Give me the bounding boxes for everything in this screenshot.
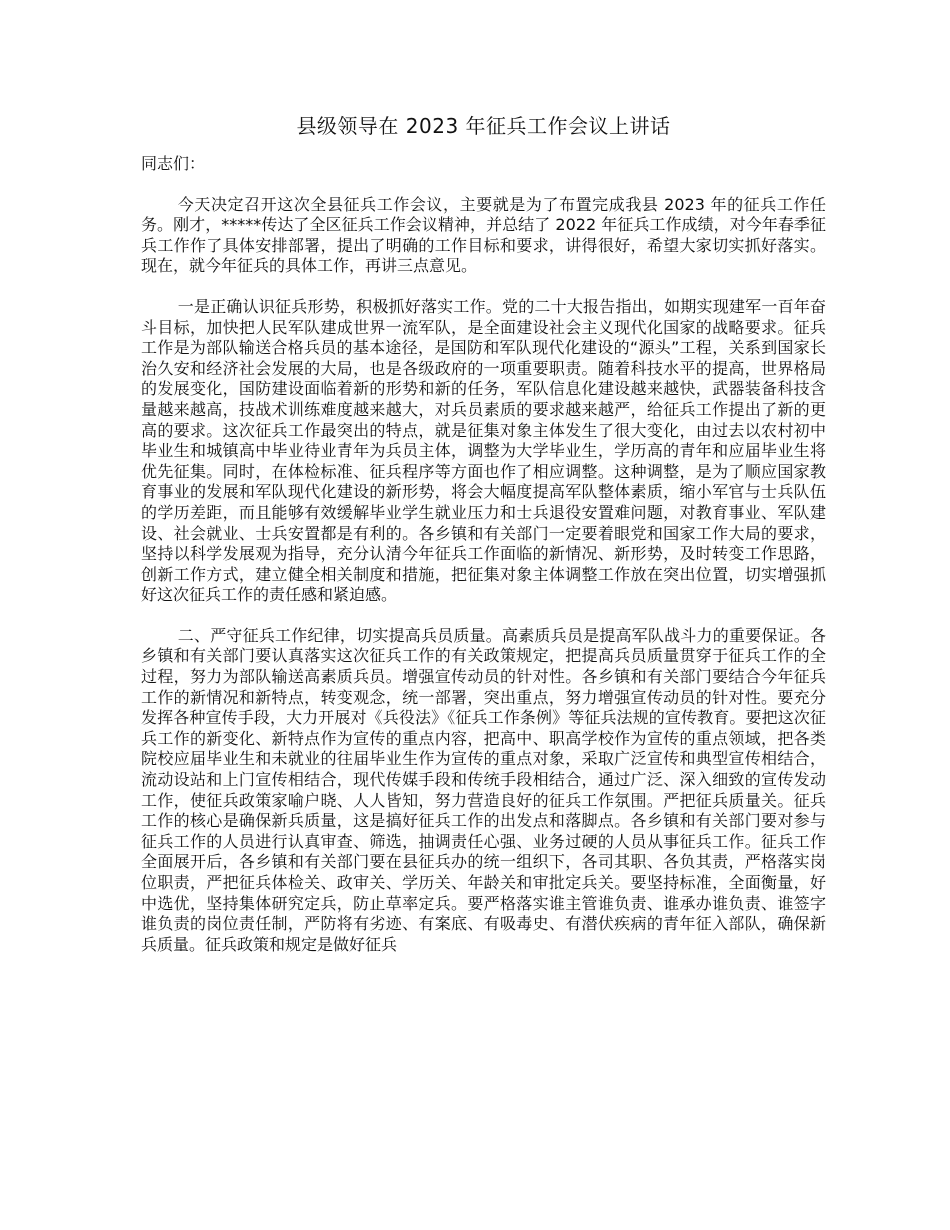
paragraph-intro: 今天决定召开这次全县征兵工作会议，主要就是为了布置完成我县 2023 年的征兵工作任务。刚才，*****传达了全区征兵工作会议精神，并总结了 2022 年征兵工作成绩，对今年春季征兵工作作了具体安排部署，提出了明确的工作目标和要求，讲得很好，希望大家切实抓好落实。现在，就今年征兵的具体工作，再讲三点意见。 xyxy=(141,194,826,276)
document-page xyxy=(141,112,826,975)
document-title: 县级领导在 2023 年征兵工作会议上讲话 xyxy=(296,114,671,138)
salutation: 同志们： xyxy=(141,154,206,173)
paragraph-point-one: 一是正确认识征兵形势，积极抓好落实工作。党的二十大报告指出，如期实现建军一百年奋斗目标，加快把人民军队建成世界一流军队，是全面建设社会主义现代化国家的战略要求。征兵工作是为部队输送合格兵员的基本途径，是国防和军队现代化建设的“源头”工程，关系到国家长治久安和经济社会发展的大局，也是各级政府的一项重要职责。随着科技水平的提高，世界格局的发展变化，国防建设面临着新的形势和新的任务，军队信息化建设越来越快，武器装备科技含量越来越高，技战术训练难度越来越大，对兵员素质的要求越来越严，给征兵工作提出了新的更高的要求。这次征兵工作最突出的特点，就是征集对象主体发生了很大变化，由过去以农村初中毕业生和城镇高中毕业待业青年为兵员主体，调整为大学毕业生，学历高的青年和应届毕业生将优先征集。同时，在体检标准、征兵程序等方面也作了相应调整。这种调整，是为了顺应国家教育事业的发展和军队现代化建设的新形势，将会大幅度提高军队整体素质，缩小军官与士兵队伍的学历差距，而且能够有效缓解毕业学生就业压力和士兵退役安置难问题，对教育事业、军队建设、社会就业、士兵安置都是有利的。各乡镇和有关部门一定要着眼党和国家工作大局的要求，坚持以科学发展观为指导，充分认清今年征兵工作面临的新情况、新形势，及时转变工作思路，创新工作方式，建立健全相关制度和措施，把征集对象主体调整工作放在突出位置，切实增强抓好这次征兵工作的责任感和紧迫感。 xyxy=(141,296,826,605)
paragraph-point-two: 二、严守征兵工作纪律，切实提高兵员质量。高素质兵员是提高军队战斗力的重要保证。各乡镇和有关部门要认真落实这次征兵工作的有关政策规定，把提高兵员质量贯穿于征兵工作的全过程，努力为部队输送高素质兵员。增强宣传动员的针对性。各乡镇和有关部门要结合今年征兵工作的新情况和新特点，转变观念，统一部署，突出重点，努力增强宣传动员的针对性。要充分发挥各种宣传手段，大力开展对《兵役法》《征兵工作条例》等征兵法规的宣传教育。要把这次征兵工作的新变化、新特点作为宣传的重点内容，把高中、职高学校作为宣传的重点领域，把各类院校应届毕业生和未就业的往届毕业生作为宣传的重点对象，采取广泛宣传和典型宣传相结合，流动设站和上门宣传相结合，现代传媒手段和传统手段相结合，通过广泛、深入细致的宣传发动工作，使征兵政策家喻户晓、人人皆知，努力营造良好的征兵工作氛围。严把征兵质量关。征兵工作的核心是确保新兵质量，这是搞好征兵工作的出发点和落脚点。各乡镇和有关部门要对参与征兵工作的人员进行认真审查、筛选，抽调责任心强、业务过硬的人员从事征兵工作。征兵工作全面展开后，各乡镇和有关部门要在县征兵办的统一组织下，各司其职、各负其责，严格落实岗位职责，严把征兵体检关、政审关、学历关、年龄关和审批定兵关。要坚持标准，全面衡量，好中选优，坚持集体研究定兵，防止草率定兵。要严格落实谁主管谁负责、谁承办谁负责、谁签字谁负责的岗位责任制，严防将有劣迹、有案底、有吸毒史、有潜伏疾病的青年征入部队，确保新兵质量。征兵政策和规定是做好征兵 xyxy=(141,625,826,954)
